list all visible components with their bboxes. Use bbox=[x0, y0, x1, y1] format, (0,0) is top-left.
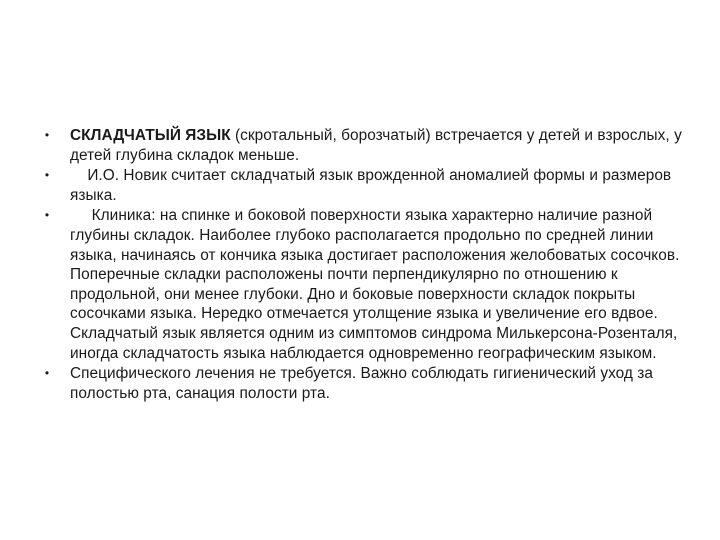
bullet-text: (скротальный, борозчатый) встречается у детей и взрослых, у детей глубина складок меньше. bbox=[70, 127, 687, 164]
bullet-item-definition bbox=[40, 126, 690, 165]
bullet-list bbox=[40, 126, 690, 403]
bullet-icon: • bbox=[44, 128, 50, 142]
bullet-icon: • bbox=[44, 208, 50, 223]
bullet-icon: • bbox=[44, 366, 50, 381]
bullet-text: Специфического лечения не требуется. Важно соблюдать гигиенический уход за полостью рта, санация полости рта. bbox=[70, 365, 658, 402]
bullet-item-novik bbox=[40, 166, 690, 205]
bullet-text: И.О. Новик считает складчатый язык врожденной аномалией формы и размеров языка. bbox=[70, 167, 676, 204]
term-heading: СКЛАДЧАТЫЙ ЯЗЫК bbox=[70, 127, 231, 144]
bullet-icon: • bbox=[44, 168, 50, 183]
bullet-text: Клиника: на спинке и боковой поверхности языка характерно наличие разной глубины складок. Наиболее глубоко располагается продольно по средней линии языка, начинаясь от кончика языка достигает расположения желобоватых сосочков. Поперечные складки расположены почти перпендикулярно по отношению к продольной, они менее глубоки. Дно и боковые поверхности складок покрыты сосочками языка. Нередко отмечается утолщение языка и увеличение его вдвое. Складчатый язык является одним из симптомов синдрома Милькерсона-Розенталя, иногда складчатость языка наблюдается одновременно географическим языком. bbox=[70, 207, 684, 362]
bullet-item-treatment bbox=[40, 364, 690, 403]
bullet-item-clinic bbox=[40, 206, 690, 363]
